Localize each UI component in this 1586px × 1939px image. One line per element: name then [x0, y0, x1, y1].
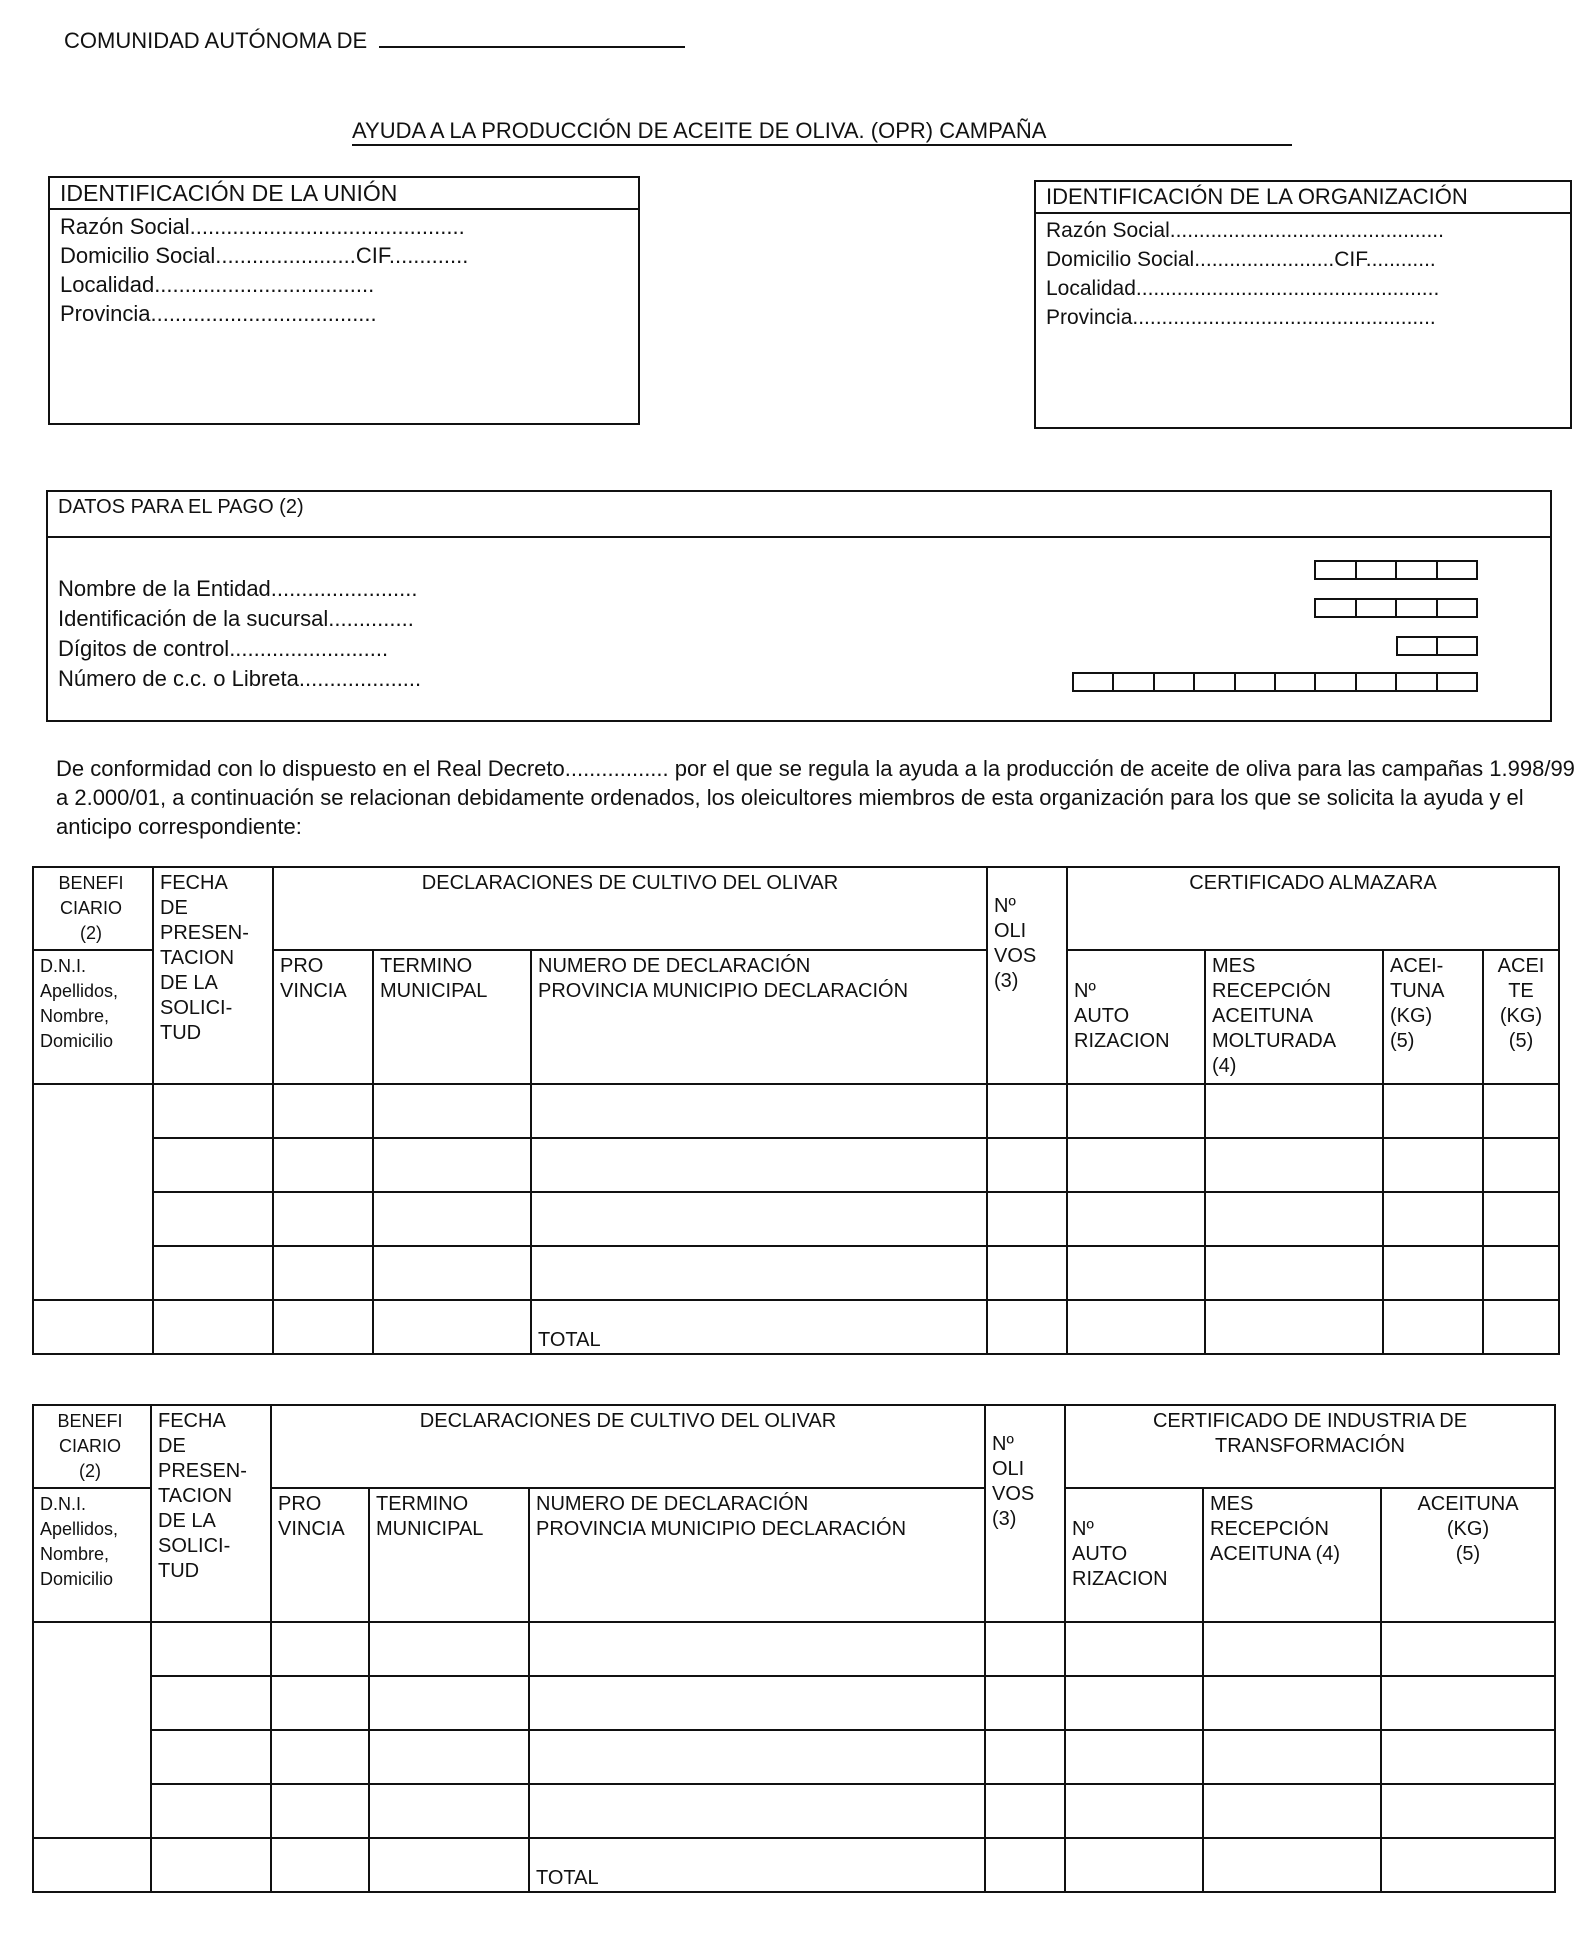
col-autorizacion: Nº AUTO RIZACION	[1067, 950, 1205, 1084]
pago-cuenta-label: Número de c.c. o Libreta....................	[58, 666, 422, 691]
pago-title: DATOS PARA EL PAGO (2)	[48, 492, 1550, 538]
union-razon-social[interactable]: Razón Social.............................................	[60, 214, 465, 239]
col-num-olivos: Nº OLI VOS (3)	[987, 867, 1067, 1084]
col-certificado-almazara: CERTIFICADO ALMAZARA	[1067, 867, 1559, 950]
col-declaraciones: DECLARACIONES DE CULTIVO DEL OLIVAR	[271, 1405, 985, 1488]
cell-beneficiario[interactable]	[33, 1622, 151, 1838]
col-termino-municipal: TERMINO MUNICIPAL	[373, 950, 531, 1084]
table-row	[33, 1676, 1555, 1730]
col-aceituna-kg: ACEI- TUNA (KG) (5)	[1383, 950, 1483, 1084]
org-domicilio[interactable]: Domicilio Social........................CIF............	[1046, 248, 1436, 271]
col-provincia: PRO VINCIA	[271, 1488, 369, 1622]
col-dni: D.N.I. Apellidos, Nombre, Domicilio	[33, 1488, 151, 1622]
union-domicilio[interactable]: Domicilio Social.......................CIF.............	[60, 243, 469, 268]
form-title	[352, 118, 1292, 146]
tabla-almazara	[32, 866, 1560, 1355]
comunidad-line	[64, 28, 685, 54]
col-termino-municipal: TERMINO MUNICIPAL	[369, 1488, 529, 1622]
union-box	[48, 176, 640, 425]
total-row	[33, 1300, 1559, 1354]
col-autorizacion: Nº AUTO RIZACION	[1065, 1488, 1203, 1622]
union-box-title: IDENTIFICACIÓN DE LA UNIÓN	[50, 178, 638, 210]
union-provincia[interactable]: Provincia.....................................	[60, 301, 377, 326]
col-fecha-presentacion: FECHA DE PRESEN- TACION DE LA SOLICI- TUD	[153, 867, 273, 1084]
org-razon-social[interactable]: Razón Social...............................................	[1046, 219, 1444, 242]
organizacion-box-title: IDENTIFICACIÓN DE LA ORGANIZACIÓN	[1036, 182, 1570, 214]
control-digit-cells[interactable]	[1396, 636, 1478, 656]
col-aceite-kg: ACEI TE (KG) (5)	[1483, 950, 1559, 1084]
col-mes-recepcion: MES RECEPCIÓN ACEITUNA MOLTURADA (4)	[1205, 950, 1383, 1084]
pago-entidad-label: Nombre de la Entidad........................	[58, 576, 418, 601]
col-mes-recepcion: MES RECEPCIÓN ACEITUNA (4)	[1203, 1488, 1381, 1622]
org-localidad[interactable]: Localidad....................................................	[1046, 277, 1440, 300]
pago-digitos-label: Dígitos de control..........................	[58, 636, 389, 661]
pago-box	[46, 490, 1552, 722]
col-num-olivos: Nº OLI VOS (3)	[985, 1405, 1065, 1622]
table-row	[33, 1192, 1559, 1246]
col-declaraciones: DECLARACIONES DE CULTIVO DEL OLIVAR	[273, 867, 987, 950]
org-provincia[interactable]: Provincia....................................................	[1046, 306, 1436, 329]
col-numero-declaracion: NUMERO DE DECLARACIÓN PROVINCIA MUNICIPIO DECLARACIÓN	[531, 950, 987, 1084]
col-certificado-industria: CERTIFICADO DE INDUSTRIA DE TRANSFORMACIÓN	[1065, 1405, 1555, 1488]
col-aceituna-kg: ACEITUNA (KG) (5)	[1381, 1488, 1555, 1622]
entidad-digit-cells[interactable]	[1314, 560, 1478, 580]
col-fecha-presentacion: FECHA DE PRESEN- TACION DE LA SOLICI- TUD	[151, 1405, 271, 1622]
comunidad-blank[interactable]	[379, 46, 685, 48]
organizacion-box	[1034, 180, 1572, 429]
total-label: TOTAL	[531, 1300, 987, 1354]
table-row	[33, 1622, 1555, 1676]
sucursal-digit-cells[interactable]	[1314, 598, 1478, 618]
conformidad-paragraph: De conformidad con lo dispuesto en el Real Decreto................. por el que se regula la ayuda a la producción de aceite de oliva para las campañas 1.998/99 a 2.000/01, a continuación se relacionan debidamente ordenados, los oleicultores miembros de esta organización para los que se solicita la ayuda y el anticipo correspondiente:	[56, 756, 1575, 839]
table-row	[33, 1246, 1559, 1300]
col-numero-declaracion: NUMERO DE DECLARACIÓN PROVINCIA MUNICIPIO DECLARACIÓN	[529, 1488, 985, 1622]
table-row	[33, 1784, 1555, 1838]
union-localidad[interactable]: Localidad....................................	[60, 272, 375, 297]
comunidad-label: COMUNIDAD AUTÓNOMA DE	[64, 28, 368, 53]
table-row	[33, 1084, 1559, 1138]
col-provincia: PRO VINCIA	[273, 950, 373, 1084]
pago-sucursal-label: Identificación de la sucursal..............	[58, 606, 414, 631]
col-beneficiario: BENEFI CIARIO (2)	[33, 1405, 151, 1488]
col-dni: D.N.I. Apellidos, Nombre, Domicilio	[33, 950, 153, 1084]
table-row	[33, 1730, 1555, 1784]
total-label: TOTAL	[529, 1838, 985, 1892]
form-title-text: AYUDA A LA PRODUCCIÓN DE ACEITE DE OLIVA. (OPR) CAMPAÑA	[352, 118, 1047, 143]
tabla-industria	[32, 1404, 1556, 1893]
col-beneficiario: BENEFI CIARIO (2)	[33, 867, 153, 950]
total-row	[33, 1838, 1555, 1892]
cuenta-digit-cells[interactable]	[1072, 672, 1478, 692]
cell-beneficiario[interactable]	[33, 1084, 153, 1300]
table-row	[33, 1138, 1559, 1192]
